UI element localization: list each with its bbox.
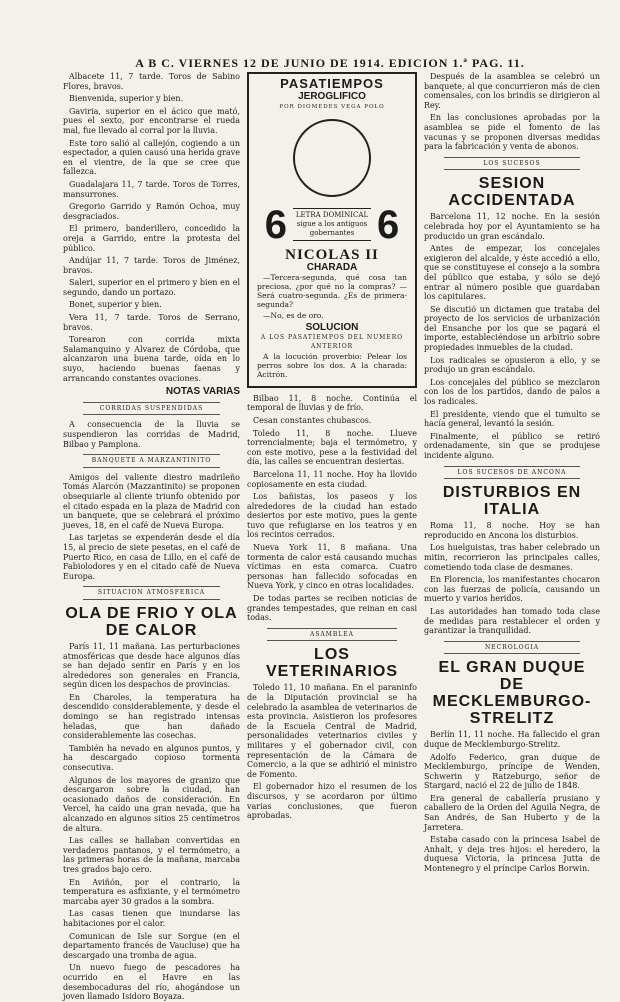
- disturbios-headline: DISTURBIOS EN ITALIA: [442, 484, 582, 519]
- paragraph: París 11, 11 mañana. Las perturbaciones atmosféricas que desde hace algunos días se han dejado sentir en París y en los alrededores son generales en Francia, según dicen los despachos de provincias.: [63, 641, 240, 690]
- veterinarios-headline: LOS VETERINARIOS: [265, 646, 398, 681]
- jeroglifico-title: JEROGLIFICO: [298, 90, 366, 102]
- paragraph: Bilbao 11, 8 noche. Continúa el temporal de lluvias y de frío.: [247, 393, 417, 413]
- rebus-number-left: 6: [264, 202, 287, 247]
- paragraph: Antes de empezar, los concejales exigieron del alcalde, y éste accedió a ello, que se constituyese el consejo a la sombra del público que estaba, y sólo se dejó entrar al número posible que guardaban los capitulares.: [424, 244, 600, 302]
- paragraph: Nueva York 11, 8 mañana. Una tormenta de calor está causando muchas víctimas en esta comarca. Cuatro personas han fallecido sofocadas en Nueva York, y cinco en otras localidades.: [247, 543, 417, 591]
- paragraph: A consecuencia de la lluvia se suspendieron las corridas de Madrid, Bilbao y Pamplona.: [63, 420, 240, 449]
- charada-text: —Tercera-segunda, qué cosa tan preciosa, ¿por qué no la compras? —Será cuatro-segunda. ¿Es de primera-segunda?: [257, 272, 407, 309]
- paragraph: Cesan constantes chubascos.: [253, 415, 372, 425]
- paragraph: Albacete 11, 7 tarde. Toros de Sabino Flores, bravos.: [63, 72, 240, 91]
- toros-reports: [63, 72, 240, 383]
- paragraph: Las autoridades han tomado toda clase de medidas para restablecer el orden y garantizar la tranquilidad.: [424, 606, 600, 636]
- paragraph: Guadalajara 11, 7 tarde. Toros de Torres, mansurrones.: [63, 179, 240, 199]
- rebus: [257, 202, 407, 247]
- page-header: A B C. VIERNES 12 DE JUNIO DE 1914. EDICION 1.ª PAG. 11.: [135, 56, 525, 70]
- charada-text: —No, es de oro.: [263, 310, 324, 320]
- pasatiempos-box: [247, 72, 417, 388]
- paragraph: El presidente, viendo que el tumulto se hacía general, levantó la sesión.: [424, 409, 600, 429]
- paragraph: Estaba casado con la princesa Isabel de Anhalt, y deja tres hijos: el heredero, la duquesa Victoria, la princesa Jutta de Montenegro y el príncipe Carlos Borwin.: [424, 835, 600, 874]
- paragraph: Amigos del valiente diestro madrileño Tomás Alarcón (Mazzantinito) se proponen obsequiarle al cliente triunfo obtenido por el citado espada en la plaza de Madrid con un banquete, que se celebrará el próximo jueves, 18, en el café de Nueva Europa.: [63, 472, 240, 530]
- solucion-title: SOLUCION: [305, 321, 359, 333]
- column-3: [424, 72, 600, 874]
- paragraph: Después de la asamblea se celebró un banquete, al que concurrieron más de cien comensales, con los brindis se dirigieron al Rey.: [424, 72, 600, 110]
- paragraph: Toledo 11, 8 noche. Llueve torrencialmente; baja el termómetro, y con este motivo, pese a la festividad del día, las calles se encuentran desiertas.: [247, 428, 417, 467]
- charada-title: CHARADA: [306, 262, 358, 274]
- corridas-heading: CORRIDAS SUSPENDIDAS: [83, 402, 220, 416]
- paragraph: Vera 11, 7 tarde. Toros de Serrano, bravos.: [63, 313, 240, 332]
- paragraph: Los bañistas, los paseos y los alrededores de la ciudad han estado desiertos por este motivo, pues la gente tuvo que refugiarse en los teatros y en los recintos cerrados.: [247, 492, 417, 540]
- duque-headline: EL GRAN DUQUE DE MECKLEMBURGO-STRELITZ: [432, 659, 592, 728]
- ola-headline: OLA DE FRIO Y OLA DE CALOR: [65, 604, 238, 639]
- banquete-heading: BANQUETE A MARZANTINITO: [83, 454, 220, 468]
- rebus-number-right: 6: [377, 202, 400, 247]
- byline: POR DIOMEDES VEGA POLO: [279, 104, 385, 111]
- paragraph: Toledo 11, 10 mañana. En el paraninfo de la Diputación provincial se ha celebrado la asamblea de veterinarios de esta provincia. Asistieron los profesores de la Escuela Central de Madrid, personalidades veterinarios civiles y militares y el gobernador civil, con representación de la Cámara de Comercio, a la que se adhirió el ministro de Fomento.: [247, 683, 417, 779]
- paragraph: Era general de caballería prusiano y caballero de la Orden del Aguila Negra, de San Andrés, de San Huberto y de la Jarretera.: [424, 793, 600, 832]
- section-label: LOS SUCESOS DE ANCONA: [444, 466, 580, 480]
- paragraph: Los concejales del público se mezclaron con los de los partidos, dando de palos a los radicales.: [424, 377, 600, 407]
- paragraph: Roma 11, 8 noche. Hoy se han reproducido en Ancona los disturbios.: [424, 521, 600, 540]
- solucion-text: A la locución proverbio: Pelear los perros sobre los dos. A la charada: Acitrón.: [257, 351, 407, 379]
- paragraph: Finalmente, el público se retiró ordenadamente, sin que se produjese incidente alguno.: [424, 431, 600, 460]
- paragraph: Se discutió un dictamen que trataba del proyecto de los servicios de urbanización del Ensanche por los que se pagará el importe, estableciéndose un arbitrio sobre propiedades inmuebles de la ciudad.: [424, 304, 600, 353]
- paragraph: Las tarjetas se expenderán desde el día 15, al precio de siete pesetas, en el café de Puerto Rico, en casa de Lillo, en el café de Fabiolodores y en el citado café de Nueva Europa.: [63, 533, 240, 581]
- rebus-name: NICOLAS II: [285, 246, 379, 263]
- paragraph: Gaviria, superior en el ácico que mató, pues el sexto, por encontrarse el rueda mal, fue llevado al corral por la lluvia.: [63, 106, 240, 135]
- column-1: [63, 72, 240, 1002]
- paragraph: En Charoles, la temperatura ha descendido considerablemente, y desde el domingo se han registrado intensas heladas, que han dañado considerablemente las cosechas.: [63, 692, 240, 741]
- pasatiempos-title: PASATIEMPOS: [280, 76, 384, 91]
- paragraph: Algunos de los mayores de granizo que descargaron sobre la ciudad, han ocasionado daños de consideración. En Vercel, ha caído una gran nevada, que ha alcanzado en algunos sitios 25 centímetros de altura.: [63, 775, 240, 833]
- section-label: NECROLOGIA: [444, 641, 580, 655]
- paragraph: Los radicales se opusieron a ello, y se produjo un gran escándalo.: [424, 355, 600, 375]
- section-label: ASAMBLEA: [267, 628, 397, 642]
- paragraph: De todas partes se reciben noticias de grandes tempestades, que reinan en casi todas.: [247, 594, 417, 623]
- rebus-text: LETRA DOMINICAL sigue a los antiguos gobernantes: [293, 208, 371, 241]
- paragraph: Saleri, superior en el primero y bien en el segundo, dando un portazo.: [63, 278, 240, 297]
- paragraph: El gobernador hizo el resumen de los discursos, y se acordaron por último varias conclusiones, que fueron aprobadas.: [247, 782, 417, 821]
- paragraph: También ha nevado en algunos puntos, y ha descargado copioso tormenta consecutiva.: [63, 743, 240, 773]
- rebus-circle: [293, 119, 371, 197]
- paragraph: Torearon con corrida mixta Salamanquino y Alvarez de Córdoba, que alcanzaron una buena tarde, oída en lo suyo, haciendo buenas faenas y arrancando constantes ovaciones.: [63, 335, 240, 383]
- section-label: SITUACION ATMOSFERICA: [83, 586, 220, 600]
- sesion-headline: SESION ACCIDENTADA: [448, 175, 576, 210]
- paragraph: En Aviñón, por el contrario, la temperatura es asfixiante, y el termómetro marcaba ayer 30 grados a la sombra.: [63, 877, 240, 906]
- paragraph: Un nuevo fuego de pescadores ha ocurrido en el Havre en las desembocaduras del río, ahogándose un joven llamado Isidoro Boyaza.: [63, 963, 240, 1002]
- paragraph: Las calles se hallaban convertidas en verdaderos pantanos, y el termómetro, a las primeras horas de la mañana, marcaba tres grados bajo cero.: [63, 836, 240, 874]
- solucion-subtitle: A LOS PASATIEMPOS DEL NUMERO ANTERIOR: [260, 333, 404, 351]
- paragraph: Andújar 11, 7 tarde. Toros de Jiménez, bravos.: [63, 256, 240, 275]
- column-2: [247, 72, 417, 840]
- paragraph: Bonet, superior y bien.: [69, 300, 162, 310]
- paragraph: En Florencia, los manifestantes chocaron con las fuerzas de policía, causando un muerto y varios heridos.: [424, 575, 600, 604]
- paragraph: El primero, banderillero, concedido la oreja a Garrido, entre la protesta del público.: [63, 224, 240, 253]
- paragraph: Comunican de Isle sur Sorgue (en el departamento francés de Vaucluse) que ha descargado una tromba de agua.: [63, 931, 240, 960]
- paragraph: Berlín 11, 11 noche. Ha fallecido el gran duque de Mecklemburgo-Strelitz.: [424, 730, 600, 749]
- notas-varias-heading: NOTAS VARIAS: [165, 386, 240, 398]
- paragraph: Barcelona 11, 12 noche. En la sesión celebrada hoy por el Ayuntamiento se ha producido un gran escándalo.: [424, 212, 600, 241]
- paragraph: Adolfo Federico, gran duque de Mecklemburgo, príncipe de Wenden, Schwerin y Ratzeburgo, señor de Stargard, nació el 22 de julio de 1848.: [424, 752, 600, 791]
- paragraph: Las casas tienen que inundarse las habitaciones por el calor.: [63, 909, 240, 928]
- paragraph: Este toro salió al callejón, cogiendo a un espectador, a quien causó una herida grave en el vientre, de la que se cree que fallezca.: [63, 138, 240, 177]
- paragraph: En las conclusiones aprobadas por la asamblea se pide el fomento de las vacunas y se proponen diversas medidas para la fabricación y venta de abonos.: [424, 113, 600, 152]
- section-label: LOS SUCESOS: [444, 157, 580, 171]
- paragraph: Gregorio Garrido y Ramón Ochoa, muy desgraciados.: [63, 202, 240, 221]
- paragraph: Los huelguistas, tras haber celebrado un mitin, recorrieron las principales calles, cometiendo toda clase de desmanes.: [424, 543, 600, 572]
- paragraph: Barcelona 11, 11 noche. Hoy ha llovido copiosamente en esta ciudad.: [247, 469, 417, 489]
- paragraph: Bienvenida, superior y bien.: [69, 94, 184, 104]
